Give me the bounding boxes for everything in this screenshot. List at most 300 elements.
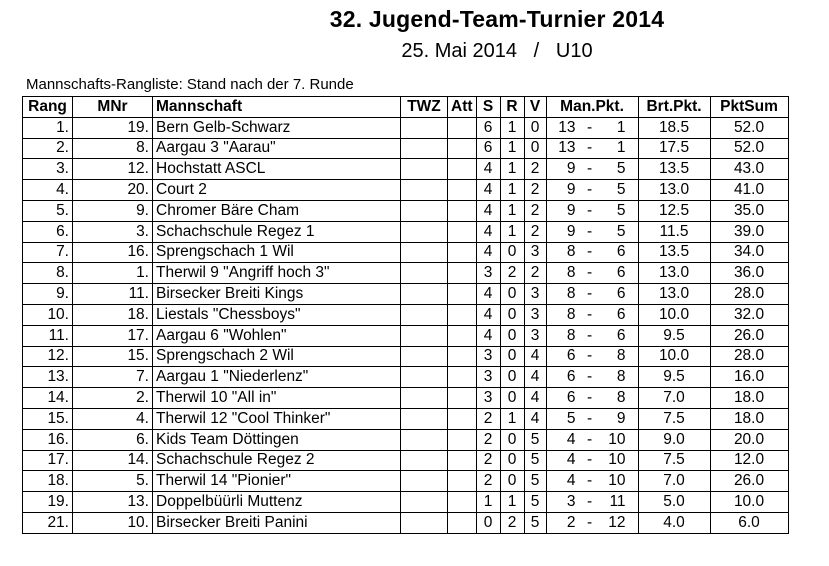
board-points-cell: 9.5 [638,367,710,388]
losses-cell: 5 [524,450,546,471]
rank-cell: 9. [23,284,73,305]
team-number-cell: 19. [73,117,153,138]
match-points-for: 8 [566,243,576,261]
match-points-against: 5 [616,160,626,178]
team-name-cell: Sprengschach 1 Wil [153,242,401,263]
losses-cell: 5 [524,429,546,450]
team-name-cell: Therwil 10 "All in" [153,388,401,409]
team-name-cell: Bern Gelb-Schwarz [153,117,401,138]
wins-cell: 6 [476,117,500,138]
match-points-against: 10 [608,451,626,469]
draws-cell: 1 [500,117,524,138]
team-name-cell: Kids Team Döttingen [153,429,401,450]
match-points-separator: - [586,326,593,344]
match-points-cell [546,492,638,513]
twz-cell [401,180,448,201]
wins-cell: 2 [476,408,500,429]
header-col-twz: TWZ [401,97,448,118]
header-col-mnr: MNr [73,97,153,118]
table-row [23,284,789,305]
match-points-separator: - [586,285,593,303]
att-cell [448,471,477,492]
table-row [23,242,789,263]
losses-cell: 2 [524,159,546,180]
rank-cell: 1. [23,117,73,138]
match-points-separator: - [586,430,593,448]
twz-cell [401,138,448,159]
header-col-rang: Rang [23,97,73,118]
match-points-separator: - [586,118,593,136]
losses-cell: 3 [524,284,546,305]
match-points-against: 6 [616,305,626,323]
team-number-cell: 14. [73,450,153,471]
rank-cell: 2. [23,138,73,159]
points-sum-cell: 18.0 [710,388,788,409]
draws-cell: 0 [500,304,524,325]
table-row [23,408,789,429]
match-points-cell [546,117,638,138]
board-points-cell: 13.5 [638,242,710,263]
table-row [23,367,789,388]
match-points-for: 4 [566,451,576,469]
header-col-pktsum: PktSum [710,97,788,118]
losses-cell: 4 [524,346,546,367]
losses-cell: 5 [524,492,546,513]
match-points-for: 13 [558,139,576,157]
points-sum-cell: 20.0 [710,429,788,450]
match-points-separator: - [586,368,593,386]
rank-cell: 7. [23,242,73,263]
board-points-cell: 7.5 [638,408,710,429]
rank-cell: 14. [23,388,73,409]
match-points-against: 9 [616,409,626,427]
table-row [23,200,789,221]
match-points-for: 8 [566,285,576,303]
points-sum-cell: 36.0 [710,263,788,284]
twz-cell [401,263,448,284]
header-col-att: Att [448,97,477,118]
match-points-for: 3 [566,493,576,511]
twz-cell [401,304,448,325]
losses-cell: 2 [524,180,546,201]
match-points-cell [546,450,638,471]
twz-cell [401,492,448,513]
team-number-cell: 13. [73,492,153,513]
match-points-cell [546,388,638,409]
losses-cell: 2 [524,200,546,221]
header-col-mannschaft: Mannschaft [153,97,401,118]
match-points-separator: - [586,409,593,427]
wins-cell: 4 [476,325,500,346]
board-points-cell: 5.0 [638,492,710,513]
att-cell [448,346,477,367]
match-points-for: 4 [566,472,576,490]
match-points-separator: - [586,451,593,469]
rank-cell: 11. [23,325,73,346]
losses-cell: 0 [524,138,546,159]
wins-cell: 6 [476,138,500,159]
table-row [23,512,789,533]
match-points-separator: - [586,472,593,490]
points-sum-cell: 28.0 [710,284,788,305]
att-cell [448,180,477,201]
team-name-cell: Chromer Bäre Cham [153,200,401,221]
team-number-cell: 5. [73,471,153,492]
wins-cell: 2 [476,429,500,450]
match-points-against: 10 [608,430,626,448]
team-number-cell: 11. [73,284,153,305]
match-points-against: 5 [616,181,626,199]
draws-cell: 1 [500,492,524,513]
team-number-cell: 7. [73,367,153,388]
att-cell [448,325,477,346]
losses-cell: 5 [524,471,546,492]
draws-cell: 1 [500,159,524,180]
table-row [23,159,789,180]
team-number-cell: 20. [73,180,153,201]
match-points-for: 8 [566,326,576,344]
att-cell [448,221,477,242]
team-number-cell: 17. [73,325,153,346]
header-col-r: R [500,97,524,118]
team-name-cell: Schachschule Regez 2 [153,450,401,471]
points-sum-cell: 18.0 [710,408,788,429]
match-points-separator: - [586,493,593,511]
board-points-cell: 13.5 [638,159,710,180]
draws-cell: 1 [500,138,524,159]
rank-cell: 12. [23,346,73,367]
table-row [23,304,789,325]
table-row [23,346,789,367]
team-number-cell: 8. [73,138,153,159]
match-points-for: 9 [566,181,576,199]
wins-cell: 2 [476,450,500,471]
draws-cell: 0 [500,450,524,471]
att-cell [448,138,477,159]
team-name-cell: Liestals "Chessboys" [153,304,401,325]
match-points-cell [546,367,638,388]
draws-cell: 1 [500,200,524,221]
att-cell [448,367,477,388]
att-cell [448,284,477,305]
twz-cell [401,450,448,471]
board-points-cell: 4.0 [638,512,710,533]
att-cell [448,492,477,513]
points-sum-cell: 43.0 [710,159,788,180]
header-col-s: S [476,97,500,118]
match-points-cell [546,429,638,450]
team-name-cell: Therwil 9 "Angriff hoch 3" [153,263,401,284]
twz-cell [401,346,448,367]
table-row [23,138,789,159]
match-points-for: 6 [566,389,576,407]
table-header-row [23,97,789,118]
match-points-separator: - [586,513,593,531]
points-sum-cell: 52.0 [710,117,788,138]
twz-cell [401,325,448,346]
match-points-against: 5 [616,222,626,240]
table-row [23,471,789,492]
points-sum-cell: 32.0 [710,304,788,325]
match-points-separator: - [586,181,593,199]
rank-cell: 13. [23,367,73,388]
points-sum-cell: 39.0 [710,221,788,242]
wins-cell: 4 [476,159,500,180]
twz-cell [401,429,448,450]
table-row [23,325,789,346]
draws-cell: 0 [500,325,524,346]
match-points-cell [546,284,638,305]
team-number-cell: 6. [73,429,153,450]
wins-cell: 0 [476,512,500,533]
team-name-cell: Doppelbüürli Muttenz [153,492,401,513]
twz-cell [401,159,448,180]
team-number-cell: 9. [73,200,153,221]
match-points-cell [546,159,638,180]
att-cell [448,242,477,263]
match-points-against: 1 [616,118,626,136]
att-cell [448,159,477,180]
team-name-cell: Birsecker Breiti Kings [153,284,401,305]
table-row [23,429,789,450]
team-name-cell: Court 2 [153,180,401,201]
match-points-cell [546,138,638,159]
rank-cell: 17. [23,450,73,471]
twz-cell [401,512,448,533]
match-points-cell [546,221,638,242]
points-sum-cell: 26.0 [710,325,788,346]
match-points-cell [546,408,638,429]
att-cell [448,263,477,284]
points-sum-cell: 28.0 [710,346,788,367]
match-points-against: 10 [608,472,626,490]
losses-cell: 3 [524,242,546,263]
losses-cell: 0 [524,117,546,138]
points-sum-cell: 52.0 [710,138,788,159]
wins-cell: 4 [476,304,500,325]
header-col-v: V [524,97,546,118]
board-points-cell: 7.0 [638,471,710,492]
wins-cell: 4 [476,221,500,242]
team-number-cell: 1. [73,263,153,284]
team-name-cell: Aargau 1 "Niederlenz" [153,367,401,388]
match-points-for: 4 [566,430,576,448]
match-points-against: 12 [608,513,626,531]
table-row [23,221,789,242]
rank-cell: 5. [23,200,73,221]
rank-cell: 19. [23,492,73,513]
losses-cell: 4 [524,408,546,429]
team-number-cell: 2. [73,388,153,409]
draws-cell: 0 [500,367,524,388]
twz-cell [401,117,448,138]
match-points-for: 9 [566,222,576,240]
twz-cell [401,200,448,221]
team-name-cell: Sprengschach 2 Wil [153,346,401,367]
board-points-cell: 11.5 [638,221,710,242]
board-points-cell: 9.5 [638,325,710,346]
losses-cell: 5 [524,512,546,533]
draws-cell: 0 [500,346,524,367]
match-points-cell [546,304,638,325]
table-caption: Mannschafts-Rangliste: Stand nach der 7. Runde [26,76,354,93]
rank-cell: 4. [23,180,73,201]
match-points-separator: - [586,347,593,365]
match-points-for: 9 [566,201,576,219]
rank-cell: 21. [23,512,73,533]
wins-cell: 3 [476,367,500,388]
board-points-cell: 7.0 [638,388,710,409]
rank-cell: 15. [23,408,73,429]
twz-cell [401,221,448,242]
twz-cell [401,367,448,388]
match-points-against: 8 [616,368,626,386]
match-points-separator: - [586,305,593,323]
match-points-separator: - [586,389,593,407]
team-name-cell: Aargau 6 "Wohlen" [153,325,401,346]
twz-cell [401,284,448,305]
team-name-cell: Birsecker Breiti Panini [153,512,401,533]
twz-cell [401,242,448,263]
match-points-separator: - [586,243,593,261]
board-points-cell: 13.0 [638,263,710,284]
match-points-for: 9 [566,160,576,178]
losses-cell: 4 [524,367,546,388]
draws-cell: 0 [500,471,524,492]
points-sum-cell: 10.0 [710,492,788,513]
ranking-table [22,96,789,534]
match-points-for: 6 [566,347,576,365]
wins-cell: 3 [476,346,500,367]
table-row [23,492,789,513]
team-number-cell: 3. [73,221,153,242]
draws-cell: 1 [500,408,524,429]
wins-cell: 4 [476,284,500,305]
match-points-against: 6 [616,285,626,303]
wins-cell: 4 [476,200,500,221]
team-name-cell: Schachschule Regez 1 [153,221,401,242]
rank-cell: 3. [23,159,73,180]
twz-cell [401,471,448,492]
team-number-cell: 12. [73,159,153,180]
match-points-for: 8 [566,264,576,282]
team-number-cell: 4. [73,408,153,429]
match-points-separator: - [586,139,593,157]
points-sum-cell: 6.0 [710,512,788,533]
board-points-cell: 18.5 [638,117,710,138]
team-number-cell: 10. [73,512,153,533]
draws-cell: 1 [500,180,524,201]
match-points-cell [546,200,638,221]
match-points-cell [546,242,638,263]
losses-cell: 2 [524,263,546,284]
rank-cell: 6. [23,221,73,242]
att-cell [448,429,477,450]
match-points-cell [546,325,638,346]
att-cell [448,388,477,409]
rank-cell: 16. [23,429,73,450]
wins-cell: 1 [476,492,500,513]
table-row [23,263,789,284]
draws-cell: 1 [500,221,524,242]
table-row [23,180,789,201]
table-row [23,450,789,471]
wins-cell: 2 [476,471,500,492]
match-points-for: 8 [566,305,576,323]
losses-cell: 3 [524,304,546,325]
att-cell [448,450,477,471]
table-row [23,388,789,409]
team-number-cell: 15. [73,346,153,367]
draws-cell: 0 [500,242,524,263]
match-points-against: 1 [616,139,626,157]
match-points-against: 6 [616,264,626,282]
board-points-cell: 10.0 [638,304,710,325]
points-sum-cell: 34.0 [710,242,788,263]
points-sum-cell: 12.0 [710,450,788,471]
match-points-against: 11 [609,493,626,511]
board-points-cell: 17.5 [638,138,710,159]
page-subtitle: 25. Mai 2014 / U10 [401,40,593,62]
team-name-cell: Aargau 3 "Aarau" [153,138,401,159]
rank-cell: 18. [23,471,73,492]
match-points-cell [546,180,638,201]
match-points-for: 6 [566,368,576,386]
wins-cell: 4 [476,180,500,201]
losses-cell: 3 [524,325,546,346]
points-sum-cell: 16.0 [710,367,788,388]
points-sum-cell: 35.0 [710,200,788,221]
draws-cell: 0 [500,388,524,409]
match-points-separator: - [586,201,593,219]
match-points-for: 5 [566,409,576,427]
att-cell [448,200,477,221]
match-points-for: 13 [558,118,576,136]
wins-cell: 3 [476,263,500,284]
table-body [23,117,789,533]
match-points-separator: - [586,160,593,178]
team-name-cell: Therwil 14 "Pionier" [153,471,401,492]
header-col-manpkt: Man.Pkt. [546,97,638,118]
board-points-cell: 13.0 [638,284,710,305]
match-points-against: 8 [616,347,626,365]
board-points-cell: 9.0 [638,429,710,450]
team-number-cell: 16. [73,242,153,263]
att-cell [448,117,477,138]
match-points-against: 8 [616,389,626,407]
points-sum-cell: 41.0 [710,180,788,201]
page-title: 32. Jugend-Team-Turnier 2014 [329,6,665,32]
att-cell [448,512,477,533]
wins-cell: 3 [476,388,500,409]
losses-cell: 2 [524,221,546,242]
board-points-cell: 10.0 [638,346,710,367]
att-cell [448,408,477,429]
team-name-cell: Therwil 12 "Cool Thinker" [153,408,401,429]
match-points-cell [546,512,638,533]
match-points-for: 2 [566,513,576,531]
match-points-cell [546,263,638,284]
team-name-cell: Hochstatt ASCL [153,159,401,180]
team-number-cell: 18. [73,304,153,325]
draws-cell: 2 [500,263,524,284]
rank-cell: 10. [23,304,73,325]
match-points-against: 6 [616,243,626,261]
wins-cell: 4 [476,242,500,263]
draws-cell: 2 [500,512,524,533]
match-points-separator: - [586,264,593,282]
draws-cell: 0 [500,284,524,305]
